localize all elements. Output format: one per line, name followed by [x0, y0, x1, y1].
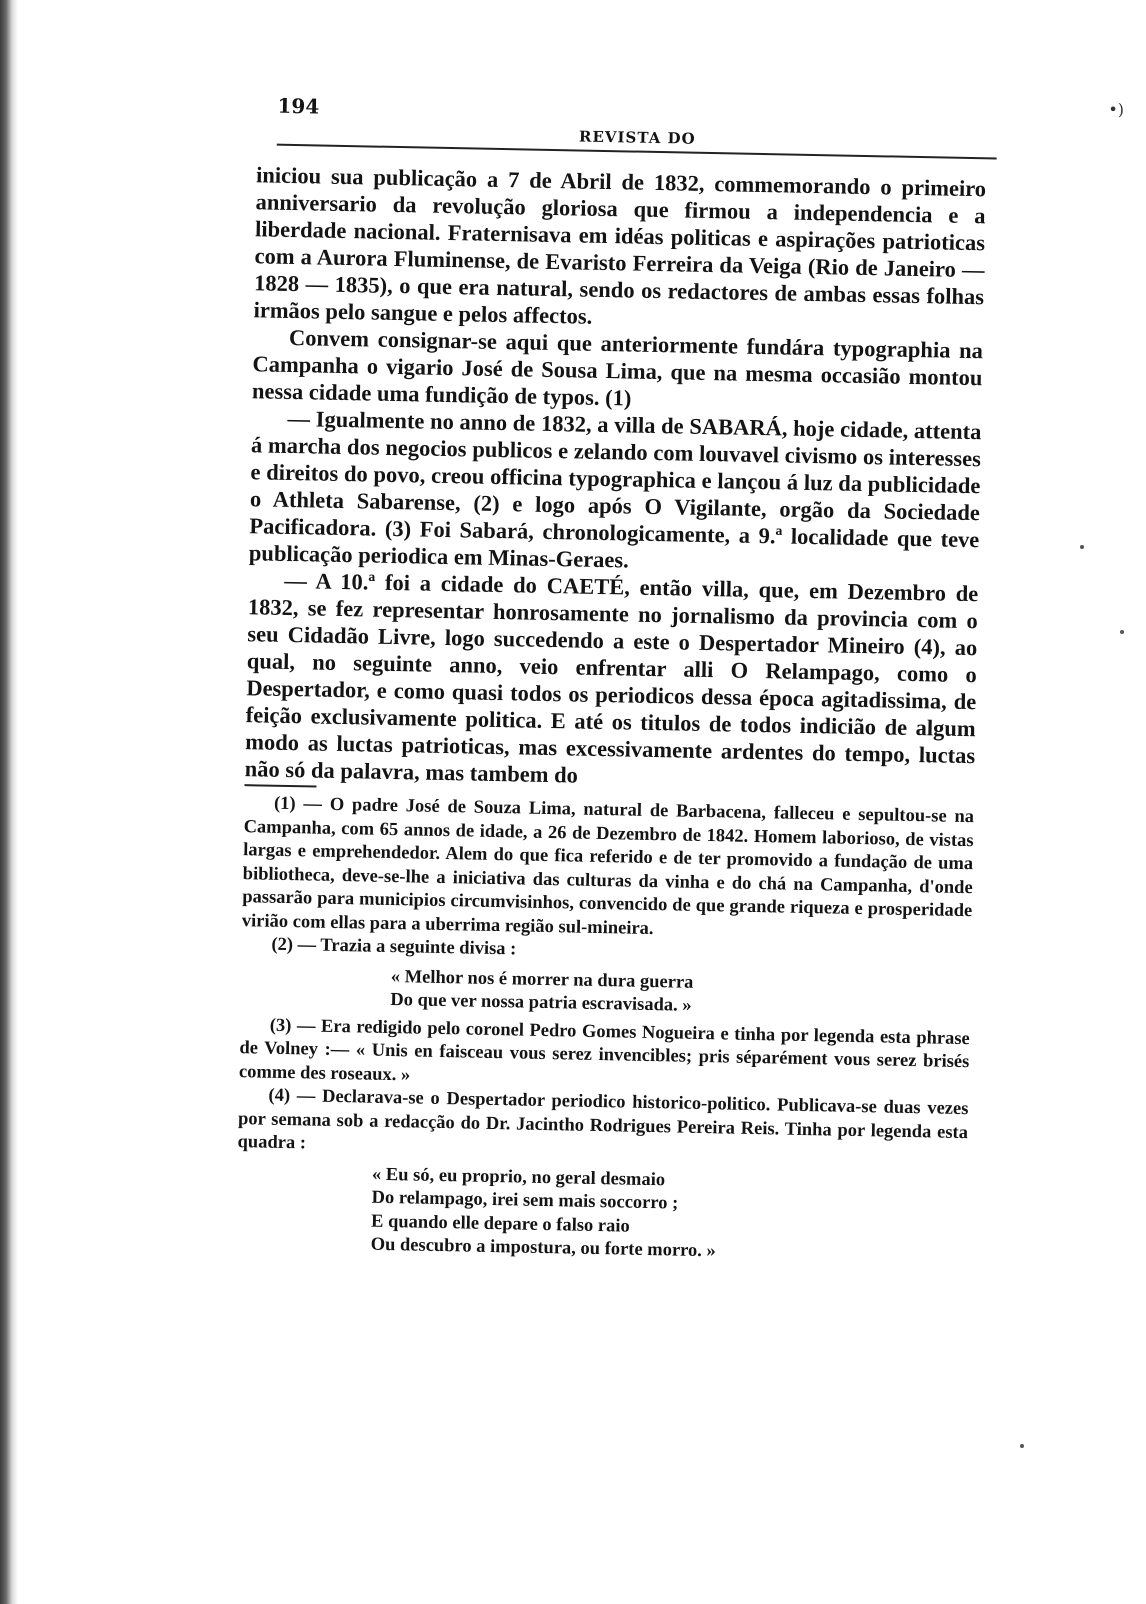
- verse-line: « Eu só, eu proprio, no geral desmaio: [371, 1164, 666, 1190]
- verse-line: Do que ver nossa patria escravisada. »: [390, 990, 692, 1016]
- footnote-1: (1) — O padre José de Souza Lima, natural de Barbacena, falleceu e sepultou-se na Campanha, com 65 annos de idade, a 26 de Dezembro de 1842. Homem laborioso, de vistas largas e emprehendedor. Alem do que fica referido e de ter promovido a fundação de uma bibliotheca, deve-se-lhe a iniciativa das culturas da vinha e do chá na Campanha, d'onde passarão para municipios circumvisinhos, convencido de que grande riqueza e prosperidade virião com ellas para a uberrima região sul-mineira.: [241, 793, 975, 939]
- page-number: 194: [277, 93, 320, 119]
- scan-speck: [1020, 1444, 1024, 1448]
- footnote-4: (4) — Declarava-se o Despertador periodico historico-politico. Publicava-se duas vezes por semana sob a redacção do Dr. Jacintho Rodrigues Pereira Reis. Tinha por legenda esta quadra :: [237, 1085, 969, 1154]
- verse-line: Do relampago, irei sem mais soccorro ;: [371, 1187, 679, 1214]
- page-header: [189, 80, 1020, 148]
- footnote-rule: [244, 784, 316, 787]
- paragraph: Convem consignar-se aqui que anteriormente fundára typographia na Campanha o vigario José de Sousa Lima, que na mesma occasião montou nessa cidade uma fundição de typos. (1): [251, 324, 984, 411]
- margin-mark: •): [1108, 100, 1124, 119]
- scan-speck: [1120, 630, 1124, 634]
- book-page: [189, 80, 1020, 1262]
- running-head: REVISTA DO: [578, 127, 696, 148]
- footnote-2-verse: [240, 963, 971, 1024]
- footnotes: [235, 792, 974, 1268]
- scan-left-edge: [0, 0, 18, 1604]
- footnote-2: (2) — Trazia a seguinte divisa :: [271, 934, 517, 960]
- body-text: [235, 161, 986, 1272]
- verse-line: « Melhor nos é morrer na dura guerra: [390, 966, 694, 993]
- footnote-4-verse: [235, 1161, 967, 1269]
- paragraph: iniciou sua publicação a 7 de Abril de 1832, commemorando o primeiro anniversario da revolução gloriosa que firmou a independencia e a liberdade nacional. Fraternisava em idéas politicas e aspirações patrioticas com a Aurora Fluminense, de Evaristo Ferreira da Veiga (Rio de Janeiro —1828 — 1835), o que era natural, sendo os redactores de ambas essas folhas irmãos pelo sangue e pelos affectos.: [253, 162, 987, 329]
- verse-line: Ou descubro a impostura, ou forte morro. »: [370, 1234, 716, 1262]
- paragraph: — Igualmente no anno de 1832, a villa de SABARÁ, hoje cidade, attenta á marcha dos negocios publicos e zelando com louvavel civismo os interesses e direitos do povo, creou officina typographica e lançou á luz da publicidade o Athleta Sabarense, (2) e logo após O Vigilante, orgão da Sociedade Pacificadora. (3) Foi Sabará, chronologicamente, a 9.ª localidade que teve publicação periodica em Minas-Geraes.: [248, 405, 982, 573]
- scan-speck: [1080, 545, 1084, 549]
- paragraph: — A 10.ª foi a cidade do CAETÉ, então villa, que, em Dezembro de 1832, se fez representar honrosamente no jornalismo da provincia com o seu Cidadão Livre, logo succedendo a este o Despertador Mineiro (4), ao qual, no seguinte anno, veio enfrentar alli O Relampago, como o Despertador, e como quasi todos os periodicos dessa época agitadissima, de feição exclusivamente politica. E até os titulos de todos indicião de algum modo as luctas patrioticas, mas excessivamente ardentes do tempo, luctas não só da palavra, mas tambem do: [244, 567, 979, 788]
- footnote-3: (3) — Era redigido pelo coronel Pedro Gomes Nogueira e tinha por legenda esta phrase de Volney :— « Unis en faisceau vous serez invencibles; pris séparément vous serez brisés comme des roseaux. »: [238, 1015, 970, 1085]
- verse-line: E quando elle depare o falso raio: [370, 1211, 630, 1237]
